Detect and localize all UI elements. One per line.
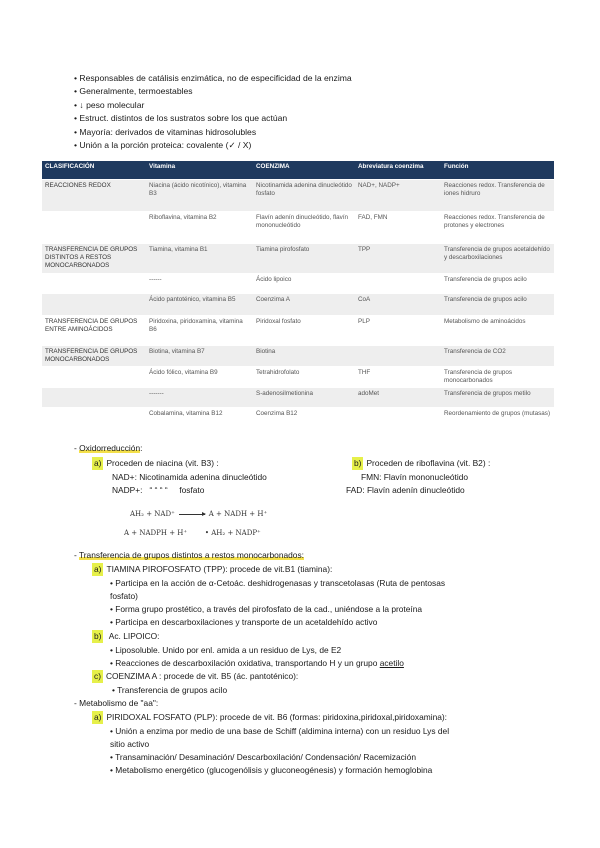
eq2-right: AH₂ + NADP⁺ bbox=[211, 529, 261, 537]
plp: PIRIDOXAL FOSFATO (PLP): procede de vit. B6 (formas: piridoxina,piridoxal,piridoxamina): bbox=[106, 712, 448, 722]
item-badge-a: a) bbox=[94, 458, 102, 468]
transfer-prefix: - bbox=[74, 550, 79, 560]
item-badge-b: b) bbox=[94, 631, 102, 641]
redox-b-line bbox=[352, 457, 490, 470]
table-cell: Transferencia de CO2 bbox=[441, 346, 554, 367]
table-cell: PLP bbox=[355, 316, 441, 346]
transfer-heading: Transferencia de grupos distintos a restos monocarbonados: bbox=[78, 550, 304, 560]
redox-b-1: FMN: Flavín mononucleótido bbox=[361, 472, 469, 482]
eq1-left: AH₂ + NAD⁺ bbox=[130, 510, 175, 518]
table-row bbox=[42, 367, 554, 388]
table-cell: adoMet bbox=[355, 388, 441, 408]
item-badge-a: a) bbox=[94, 712, 102, 722]
coa-1: • Transferencia de grupos acilo bbox=[112, 685, 228, 695]
lip-2-underlined: acetilo bbox=[379, 658, 404, 668]
transfer-heading-line bbox=[74, 549, 304, 562]
table-cell: Ácido lipoico bbox=[253, 274, 355, 294]
table-cell: TPP bbox=[355, 244, 441, 274]
table-cell: Cobalamina, vitamina B12 bbox=[146, 408, 253, 428]
intro-bullet: • Responsables de catálisis enzimática, no de especificidad de la enzima bbox=[74, 73, 352, 83]
redox-b: Proceden de riboflavina (vit. B2) : bbox=[366, 458, 491, 468]
table-row bbox=[42, 316, 554, 346]
table-cell bbox=[42, 367, 146, 388]
table-cell: Flavín adenín dinucleótido, flavín mononucleótido bbox=[253, 212, 355, 244]
coenzyme-table bbox=[42, 161, 554, 428]
redox-b-2: FAD: Flavín adenín dinucleótido bbox=[346, 485, 465, 495]
redox-colon: : bbox=[140, 443, 143, 453]
intro-bullet: • Mayoría: derivados de vitaminas hidrosolubles bbox=[74, 126, 257, 137]
table-cell: CoA bbox=[355, 294, 441, 316]
redox-a-line bbox=[92, 457, 219, 470]
lip-2-text: • Reacciones de descarboxilación oxidativa, transportando H y un grupo bbox=[110, 658, 378, 668]
aa-heading: - Metabolismo de "aa": bbox=[74, 698, 159, 708]
col-header-funcion: Función bbox=[441, 161, 554, 180]
table-cell bbox=[42, 408, 146, 428]
eq2-left: A + NADPH + H⁺ bbox=[124, 529, 188, 537]
redox-a-1: NAD+: Nicotinamida adenina dinucleótido bbox=[112, 472, 267, 482]
table-cell: Transferencia de grupos monocarbonados bbox=[441, 367, 554, 388]
plp-1: • Unión a enzima por medio de una base de Schiff (aldimina interna) con un residuo Lys del bbox=[110, 726, 450, 736]
table-cell: Coenzima A bbox=[253, 294, 355, 316]
table-cell: Piridoxina, piridoxamina, vitamina B6 bbox=[146, 316, 253, 346]
table-cell: Biotina, vitamina B7 bbox=[146, 346, 253, 367]
col-header-clasificacion: CLASIFICACIÓN bbox=[42, 161, 146, 180]
lip-1: • Liposoluble. Unido por enl. amida a un residuo de Lys, de E2 bbox=[110, 645, 342, 655]
table-row bbox=[42, 274, 554, 294]
item-badge-a: a) bbox=[94, 564, 102, 574]
col-header-coenzima: COENZIMA bbox=[253, 161, 355, 180]
table-cell: S-adenosilmetionina bbox=[253, 388, 355, 408]
table-cell bbox=[42, 274, 146, 294]
item-badge-c: c) bbox=[94, 671, 101, 681]
item-badge-b: b) bbox=[354, 458, 362, 468]
table-cell: ------- bbox=[146, 388, 253, 408]
intro-bullet: • Generalmente, termoestables bbox=[74, 86, 193, 97]
table-cell: Transferencia de grupos metilo bbox=[441, 388, 554, 408]
table-cell: Biotina bbox=[253, 346, 355, 367]
table-cell bbox=[42, 294, 146, 316]
table-row bbox=[42, 244, 554, 274]
lip-line bbox=[92, 630, 160, 643]
table-cell: ------ bbox=[146, 274, 253, 294]
tpp-2: • Forma grupo prostético, a través del pirofosfato de la cad., uniéndose a la proteína bbox=[110, 604, 423, 614]
table-cell: TRANSFERENCIA DE GRUPOS MONOCARBONADOS bbox=[42, 346, 146, 367]
table-cell: Piridoxal fosfato bbox=[253, 316, 355, 346]
table-cell bbox=[355, 408, 441, 428]
table-cell: Reacciones redox. Transferencia de protones y electrones bbox=[441, 212, 554, 244]
table-row bbox=[42, 180, 554, 212]
equation-2: A + NADPH + H⁺ • AH₂ + NADP⁺ bbox=[124, 529, 261, 537]
tpp-line bbox=[92, 563, 332, 576]
table-cell: TRANSFERENCIA DE GRUPOS ENTRE AMINOÁCIDOS bbox=[42, 316, 146, 346]
table-cell: Nicotinamida adenina dinucleótido fosfato bbox=[253, 180, 355, 212]
table-row bbox=[42, 212, 554, 244]
col-header-abreviatura: Abreviatura coenzima bbox=[355, 161, 441, 180]
redox-heading-line: - Oxidorreducción: bbox=[74, 443, 143, 453]
plp-3: • Metabolismo energético (glucogenólisis y gluconeogénesis) y formación hemoglobina bbox=[110, 765, 433, 775]
intro-bullet: • ↓ peso molecular bbox=[74, 99, 145, 110]
intro-bullet: • Estruct. distintos de los sustratos sobre los que actúan bbox=[74, 113, 288, 124]
table-cell: Reacciones redox. Transferencia de iones hidruro bbox=[441, 180, 554, 212]
table-row bbox=[42, 408, 554, 428]
table-cell: Tetrahidrofolato bbox=[253, 367, 355, 388]
table-row bbox=[42, 294, 554, 316]
table-header-row bbox=[42, 161, 554, 180]
redox-heading: Oxidorreducción bbox=[79, 443, 141, 453]
reaction-arrow-icon bbox=[179, 514, 205, 515]
redox-a-2 bbox=[112, 484, 204, 497]
table-cell: Transferencia de grupos acetaldehído y descarboxilaciones bbox=[441, 244, 554, 274]
redox-a: Proceden de niacina (vit. B3) : bbox=[106, 458, 219, 468]
col-header-vitamina: Vitamina bbox=[146, 161, 253, 180]
table-cell bbox=[42, 388, 146, 408]
table-cell bbox=[42, 212, 146, 244]
lip: Ac. LIPOICO: bbox=[108, 631, 160, 641]
table-cell: Transferencia de grupos acilo bbox=[441, 274, 554, 294]
table-cell bbox=[355, 346, 441, 367]
table-cell: Metabolismo de aminoácidos bbox=[441, 316, 554, 346]
redox-a-2-label: NADP+: bbox=[112, 485, 143, 495]
lip-2 bbox=[110, 657, 404, 670]
table-cell: Ácido fólico, vitamina B9 bbox=[146, 367, 253, 388]
tpp-1b: fosfato) bbox=[110, 591, 138, 601]
coa: COENZIMA A : procede de vit. B5 (ác. pantoténico): bbox=[105, 671, 299, 681]
plp-1b: sitio activo bbox=[110, 739, 150, 749]
table-cell: Reordenamiento de grupos (mutasas) bbox=[441, 408, 554, 428]
table-cell: THF bbox=[355, 367, 441, 388]
table-cell: REACCIONES REDOX bbox=[42, 180, 146, 212]
tpp: TIAMINA PIROFOSFATO (TPP): procede de vit.B1 (tiamina): bbox=[106, 564, 333, 574]
intro-bullet: • Unión a la porción proteica: covalente (✓ / X) bbox=[74, 140, 252, 151]
table-cell: Ácido pantoténico, vitamina B5 bbox=[146, 294, 253, 316]
plp-line bbox=[92, 711, 447, 724]
tpp-1: • Participa en la acción de α-Cetoác. deshidrogenasas y transcetolasas (Ruta de pentosas bbox=[110, 578, 446, 588]
table-cell: Tiamina, vitamina B1 bbox=[146, 244, 253, 274]
table-cell: TRANSFERENCIA DE GRUPOS DISTINTOS A RESTOS MONOCARBONADOS bbox=[42, 244, 146, 274]
table-cell: Tiamina pirofosfato bbox=[253, 244, 355, 274]
coa-line bbox=[92, 670, 298, 683]
intro-bullets bbox=[74, 72, 352, 152]
equation-1 bbox=[130, 508, 267, 521]
table-cell bbox=[355, 274, 441, 294]
table-row bbox=[42, 388, 554, 408]
table-row bbox=[42, 346, 554, 367]
table-cell: Transferencia de grupos acilo bbox=[441, 294, 554, 316]
table-cell: Coenzima B12 bbox=[253, 408, 355, 428]
eq1-right: A + NADH + H⁺ bbox=[208, 510, 268, 518]
tpp-3: • Participa en descarboxilaciones y transporte de un acetaldehído activo bbox=[110, 617, 378, 627]
table-cell: Riboflavina, vitamina B2 bbox=[146, 212, 253, 244]
redox-a-2-ditto: “ “ “ “ bbox=[149, 485, 168, 495]
plp-2: • Transaminación/ Desaminación/ Descarboxilación/ Condensación/ Racemización bbox=[110, 752, 416, 762]
table-cell: NAD+, NADP+ bbox=[355, 180, 441, 212]
table-cell: Niacina (ácido nicotínico), vitamina B3 bbox=[146, 180, 253, 212]
table-cell: FAD, FMN bbox=[355, 212, 441, 244]
redox-a-2-end: fosfato bbox=[179, 485, 205, 495]
